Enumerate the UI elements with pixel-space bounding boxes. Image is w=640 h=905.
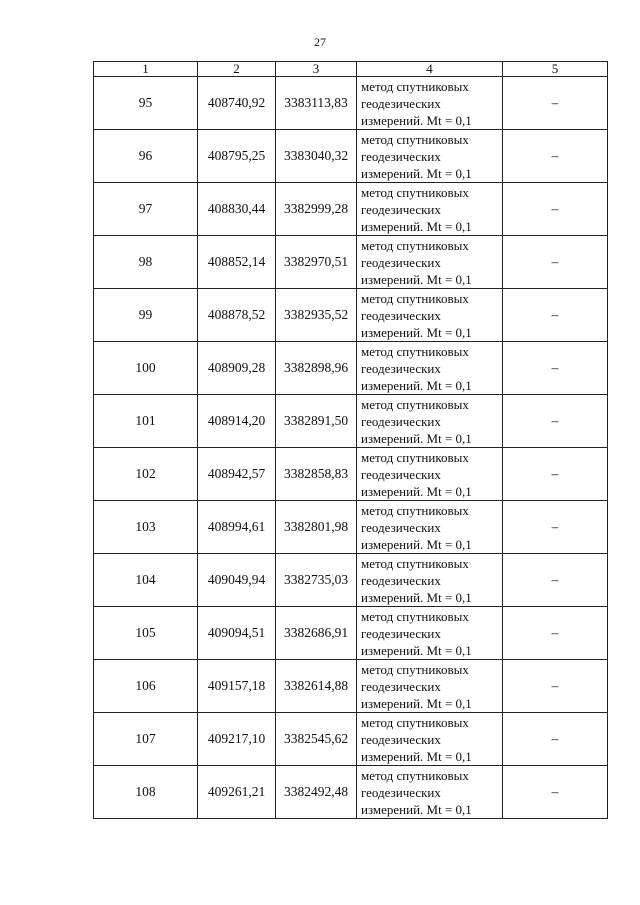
- method-line: измерений. Mt = 0,1: [361, 801, 472, 817]
- table-row: [94, 501, 608, 554]
- method-cell: [357, 395, 503, 448]
- method-line: измерений. Mt = 0,1: [361, 483, 472, 499]
- method-cell: [357, 660, 503, 713]
- x-coordinate-cell: 409094,51: [198, 607, 276, 660]
- coordinates-table: [93, 61, 608, 819]
- point-number-cell: 99: [94, 289, 198, 342]
- note-cell: –: [503, 713, 608, 766]
- table-row: [94, 607, 608, 660]
- note-cell: –: [503, 448, 608, 501]
- x-coordinate-cell: 409049,94: [198, 554, 276, 607]
- table-row: [94, 554, 608, 607]
- method-line: метод спутниковых: [361, 184, 469, 200]
- method-line: измерений. Mt = 0,1: [361, 218, 472, 234]
- method-line: метод спутниковых: [361, 78, 469, 94]
- table-header-row: [94, 62, 608, 77]
- y-coordinate-cell: 3382999,28: [276, 183, 357, 236]
- method-line: измерений. Mt = 0,1: [361, 165, 472, 181]
- method-line: измерений. Mt = 0,1: [361, 430, 472, 446]
- note-cell: –: [503, 766, 608, 819]
- method-line: метод спутниковых: [361, 502, 469, 518]
- table-row: [94, 395, 608, 448]
- table-row: [94, 289, 608, 342]
- y-coordinate-cell: 3382935,52: [276, 289, 357, 342]
- note-cell: –: [503, 607, 608, 660]
- method-line: геодезических: [361, 466, 441, 482]
- method-line: измерений. Mt = 0,1: [361, 695, 472, 711]
- note-cell: –: [503, 660, 608, 713]
- y-coordinate-cell: 3383040,32: [276, 130, 357, 183]
- method-line: геодезических: [361, 519, 441, 535]
- method-line: метод спутниковых: [361, 396, 469, 412]
- note-cell: –: [503, 395, 608, 448]
- method-line: метод спутниковых: [361, 449, 469, 465]
- x-coordinate-cell: 408909,28: [198, 342, 276, 395]
- table-row: [94, 766, 608, 819]
- method-cell: [357, 766, 503, 819]
- method-line: геодезических: [361, 201, 441, 217]
- method-cell: [357, 342, 503, 395]
- x-coordinate-cell: 408914,20: [198, 395, 276, 448]
- table-row: [94, 448, 608, 501]
- method-cell: [357, 607, 503, 660]
- method-line: метод спутниковых: [361, 343, 469, 359]
- x-coordinate-cell: 409157,18: [198, 660, 276, 713]
- y-coordinate-cell: 3383113,83: [276, 77, 357, 130]
- header-col-4: 4: [357, 62, 503, 77]
- x-coordinate-cell: 408795,25: [198, 130, 276, 183]
- method-line: измерений. Mt = 0,1: [361, 324, 472, 340]
- table-body: [94, 77, 608, 819]
- method-cell: [357, 713, 503, 766]
- point-number-cell: 106: [94, 660, 198, 713]
- method-line: геодезических: [361, 678, 441, 694]
- method-line: измерений. Mt = 0,1: [361, 589, 472, 605]
- method-line: измерений. Mt = 0,1: [361, 271, 472, 287]
- method-cell: [357, 554, 503, 607]
- note-cell: –: [503, 77, 608, 130]
- method-line: геодезических: [361, 254, 441, 270]
- method-line: геодезических: [361, 413, 441, 429]
- method-line: геодезических: [361, 307, 441, 323]
- x-coordinate-cell: 408994,61: [198, 501, 276, 554]
- y-coordinate-cell: 3382545,62: [276, 713, 357, 766]
- method-line: геодезических: [361, 360, 441, 376]
- header-col-2: 2: [198, 62, 276, 77]
- table-row: [94, 660, 608, 713]
- note-cell: –: [503, 183, 608, 236]
- y-coordinate-cell: 3382614,88: [276, 660, 357, 713]
- header-col-1: 1: [94, 62, 198, 77]
- y-coordinate-cell: 3382492,48: [276, 766, 357, 819]
- note-cell: –: [503, 342, 608, 395]
- point-number-cell: 105: [94, 607, 198, 660]
- method-line: метод спутниковых: [361, 714, 469, 730]
- table-row: [94, 77, 608, 130]
- x-coordinate-cell: 408852,14: [198, 236, 276, 289]
- method-line: геодезических: [361, 784, 441, 800]
- table-row: [94, 713, 608, 766]
- method-line: геодезических: [361, 731, 441, 747]
- method-line: геодезических: [361, 572, 441, 588]
- point-number-cell: 96: [94, 130, 198, 183]
- note-cell: –: [503, 236, 608, 289]
- point-number-cell: 97: [94, 183, 198, 236]
- y-coordinate-cell: 3382898,96: [276, 342, 357, 395]
- point-number-cell: 108: [94, 766, 198, 819]
- method-line: метод спутниковых: [361, 131, 469, 147]
- point-number-cell: 101: [94, 395, 198, 448]
- method-cell: [357, 448, 503, 501]
- point-number-cell: 103: [94, 501, 198, 554]
- method-cell: [357, 501, 503, 554]
- method-line: метод спутниковых: [361, 237, 469, 253]
- point-number-cell: 95: [94, 77, 198, 130]
- method-cell: [357, 289, 503, 342]
- method-cell: [357, 183, 503, 236]
- note-cell: –: [503, 501, 608, 554]
- method-line: метод спутниковых: [361, 767, 469, 783]
- point-number-cell: 98: [94, 236, 198, 289]
- method-line: измерений. Mt = 0,1: [361, 377, 472, 393]
- x-coordinate-cell: 409261,21: [198, 766, 276, 819]
- method-line: геодезических: [361, 148, 441, 164]
- point-number-cell: 100: [94, 342, 198, 395]
- point-number-cell: 107: [94, 713, 198, 766]
- y-coordinate-cell: 3382686,91: [276, 607, 357, 660]
- header-col-3: 3: [276, 62, 357, 77]
- method-line: измерений. Mt = 0,1: [361, 748, 472, 764]
- method-line: метод спутниковых: [361, 661, 469, 677]
- note-cell: –: [503, 554, 608, 607]
- method-line: метод спутниковых: [361, 290, 469, 306]
- method-line: метод спутниковых: [361, 608, 469, 624]
- y-coordinate-cell: 3382858,83: [276, 448, 357, 501]
- y-coordinate-cell: 3382891,50: [276, 395, 357, 448]
- method-cell: [357, 236, 503, 289]
- method-line: измерений. Mt = 0,1: [361, 112, 472, 128]
- note-cell: –: [503, 289, 608, 342]
- method-line: метод спутниковых: [361, 555, 469, 571]
- point-number-cell: 102: [94, 448, 198, 501]
- x-coordinate-cell: 408740,92: [198, 77, 276, 130]
- x-coordinate-cell: 408878,52: [198, 289, 276, 342]
- method-line: измерений. Mt = 0,1: [361, 536, 472, 552]
- method-line: геодезических: [361, 625, 441, 641]
- table-row: [94, 183, 608, 236]
- table-row: [94, 236, 608, 289]
- point-number-cell: 104: [94, 554, 198, 607]
- header-col-5: 5: [503, 62, 608, 77]
- table-row: [94, 342, 608, 395]
- table-row: [94, 130, 608, 183]
- y-coordinate-cell: 3382735,03: [276, 554, 357, 607]
- y-coordinate-cell: 3382970,51: [276, 236, 357, 289]
- x-coordinate-cell: 408942,57: [198, 448, 276, 501]
- page-number: 27: [314, 35, 326, 49]
- method-cell: [357, 77, 503, 130]
- method-line: геодезических: [361, 95, 441, 111]
- method-cell: [357, 130, 503, 183]
- x-coordinate-cell: 409217,10: [198, 713, 276, 766]
- method-line: измерений. Mt = 0,1: [361, 642, 472, 658]
- x-coordinate-cell: 408830,44: [198, 183, 276, 236]
- note-cell: –: [503, 130, 608, 183]
- y-coordinate-cell: 3382801,98: [276, 501, 357, 554]
